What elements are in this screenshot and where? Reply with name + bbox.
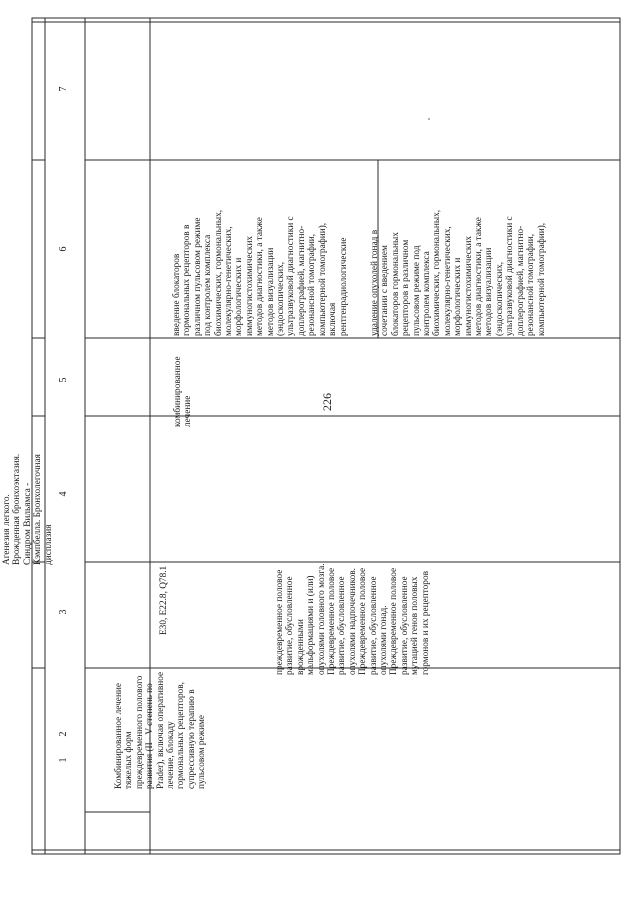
column-number-2: 2 [58,731,69,737]
row2-col2-service: Комбинированное лечение тяжелых форм преждевременного полового развития (II - V степень по Prader), включая оперативное лечение, блокаду гормональных рецепторов, супрессивную терапию в пульсовом режиме [114,671,208,789]
page-number: 226 [320,393,334,411]
column-number-3: 3 [58,609,69,615]
scan-speck [428,118,430,120]
column-number-6: 6 [58,246,69,252]
row2-col6-method-2: удаление опухолей гонад в сочетании с введением блокаторов гормональных рецепторов в различном пульсовом режиме под контролем комплекса биохимических, гормональных, молекулярно-генетических, морфологических и иммуногистохимических методов диагностики, а также методов визуализации (эндоскопических, ультразвуковой диагностики с доплерографией, магнитно- резонансной томографии, компьютерной томографии), [370,209,547,336]
row2-col4-diagnosis: преждевременное половое развитие, обусловленное врожденными мальформациями и (или) опухолями головного мозга. Преждевременное половое развитие, обусловленное опухолями надпочечников. Преждевременное половое развитие, обусловленное опухолями гонад. Преждевременное половое развитие, обусловленное мутацией генов половых гормонов и их рецепторов [275,563,431,675]
column-number-5: 5 [58,377,69,383]
column-number-4: 4 [58,491,69,497]
row2-col6-method-1: введение блокаторов гормональных рецепторов в различном пульсовом режиме под контролем комплекса биохимических, гормональных, молекулярно-генетических, морфологических и иммуногистохимических методов диагностики, а также методов визуализации (эндоскопических, ультразвуковой диагностики с доплерографией, магнитно- резонансной томографии, компьютерной томографии), включая рентгенрадиологические [172,209,349,336]
column-number-1: 1 [58,757,69,763]
row2-col5-treatment-type: комбинированное лечение [173,356,194,427]
column-number-7: 7 [58,86,69,92]
row1-col4: Агенезия легкого. Врожденная бронхоэктазия. Синдром Вильямса - Кэмпбелла. Бронхолегочная дисплазия [2,453,54,565]
row2-col3-codes: E30, E22.8, Q78.1 [159,565,169,635]
